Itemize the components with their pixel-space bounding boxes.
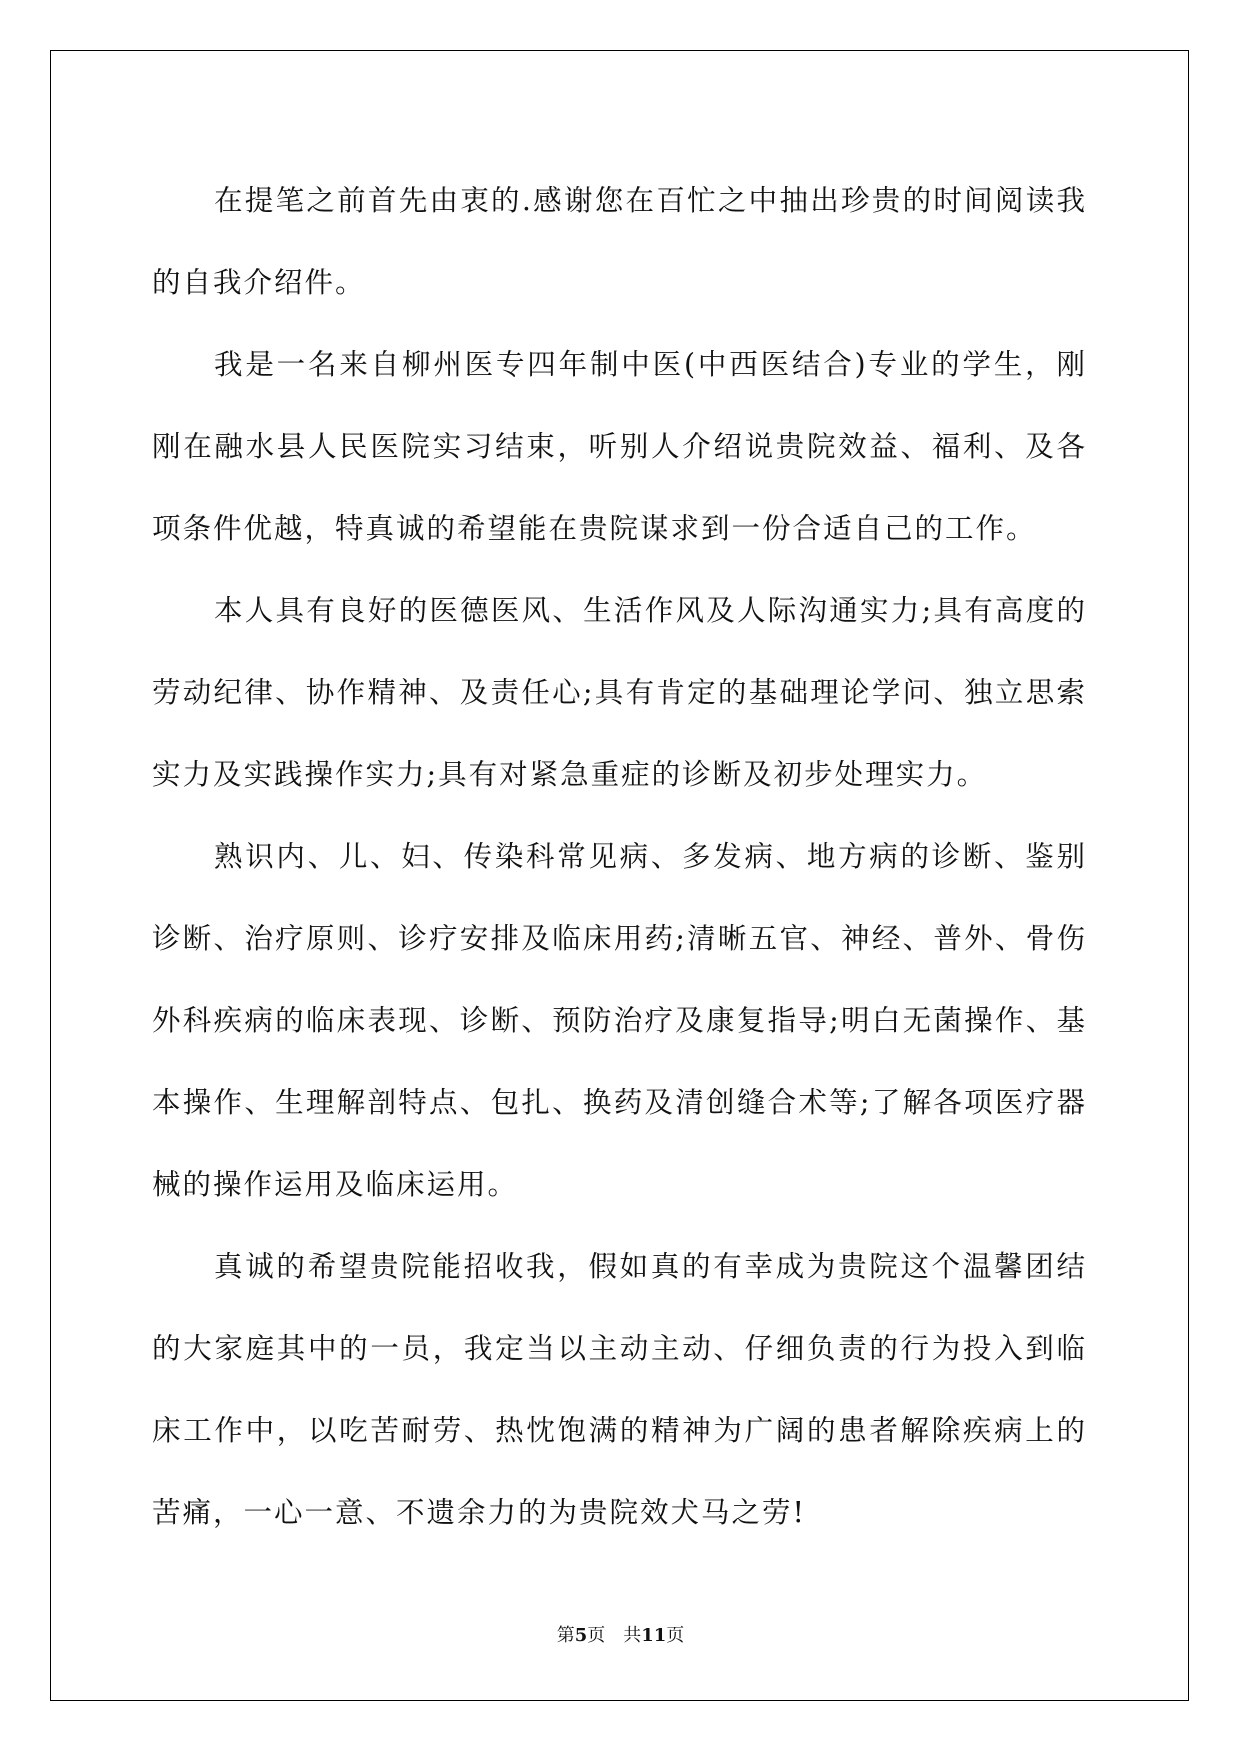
paragraph-2: 我是一名来自柳州医专四年制中医(中西医结合)专业的学生，刚刚在融水县人民医院实习结束，听别人介绍说贵院效益、福利、及各项条件优越，特真诚的希望能在贵院谋求到一份合适自己的工作。 xyxy=(152,348,1087,545)
total-prefix: 共 xyxy=(623,1625,642,1646)
page-suffix: 页 xyxy=(587,1625,606,1646)
page-prefix: 第 xyxy=(556,1625,575,1646)
total-suffix: 页 xyxy=(666,1625,685,1646)
paragraph-3: 本人具有良好的医德医风、生活作风及人际沟通实力;具有高度的劳动纪律、协作精神、及责任心;具有肯定的基础理论学问、独立思索实力及实践操作实力;具有对紧急重症的诊断及初步处理实力。 xyxy=(152,594,1087,791)
document-body xyxy=(152,160,1087,1554)
paragraph-5: 真诚的希望贵院能招收我，假如真的有幸成为贵院这个温馨团结的大家庭其中的一员，我定当以主动主动、仔细负责的行为投入到临床工作中，以吃苦耐劳、热忱饱满的精神为广阔的患者解除疾病上的苦痛，一心一意、不遗余力的为贵院效犬马之劳! xyxy=(152,1250,1087,1529)
page-number: 5 xyxy=(574,1625,588,1646)
page-footer xyxy=(0,1621,1241,1647)
total-pages: 11 xyxy=(641,1625,667,1646)
paragraph-4: 熟识内、儿、妇、传染科常见病、多发病、地方病的诊断、鉴别诊断、治疗原则、诊疗安排及临床用药;清晰五官、神经、普外、骨伤外科疾病的临床表现、诊断、预防治疗及康复指导;明白无菌操作、基本操作、生理解剖特点、包扎、换药及清创缝合术等;了解各项医疗器械的操作运用及临床运用。 xyxy=(152,840,1087,1201)
paragraph-1: 在提笔之前首先由衷的.感谢您在百忙之中抽出珍贵的时间阅读我的自我介绍件。 xyxy=(152,184,1087,299)
